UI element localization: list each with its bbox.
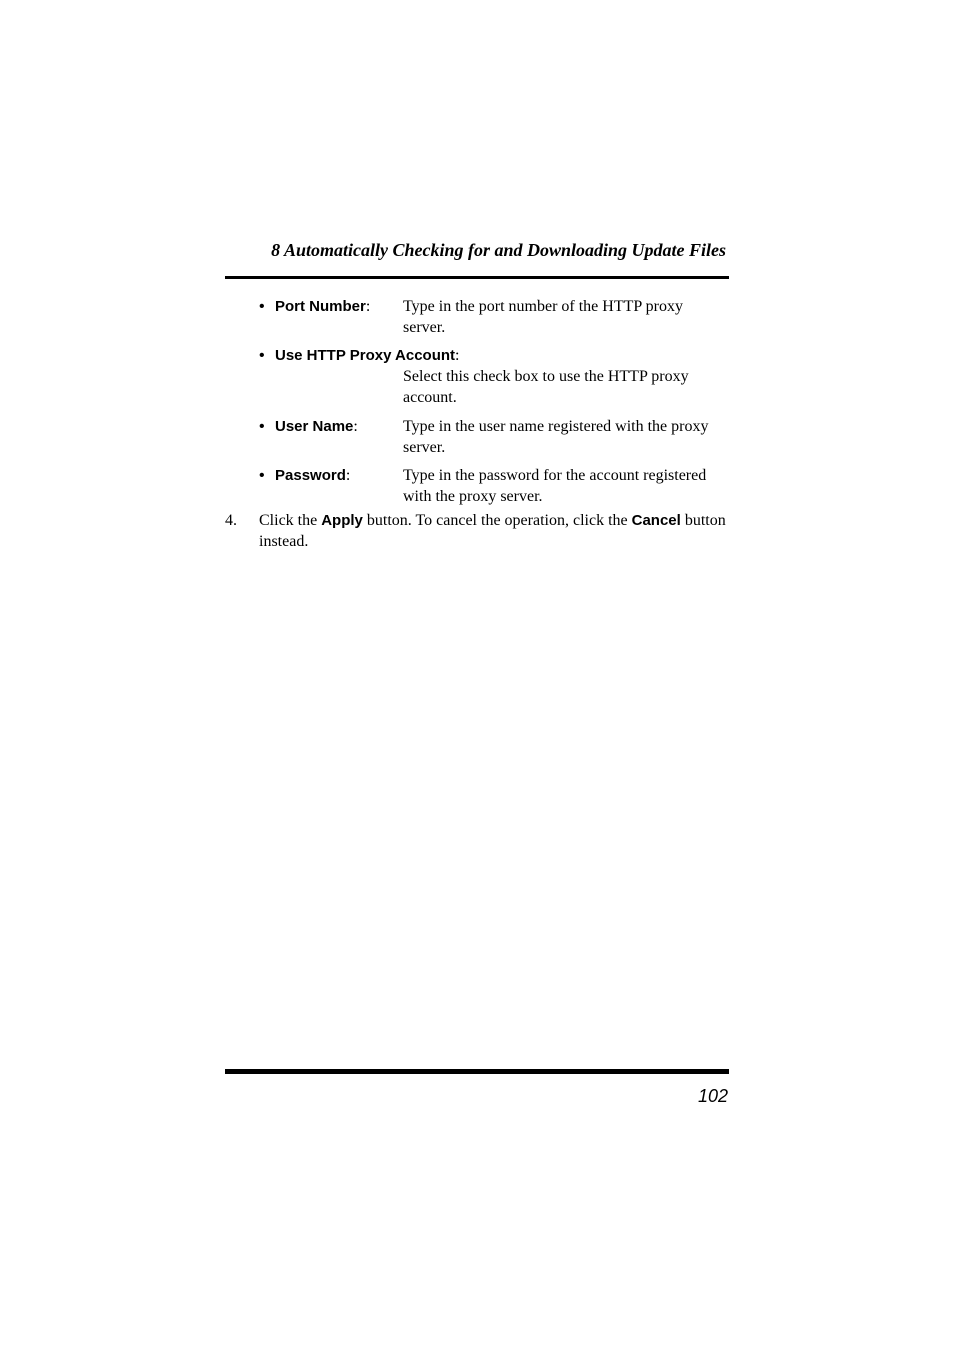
bullet: •: [259, 347, 265, 364]
header-rule: [225, 276, 729, 279]
desc-password: Type in the password for the account registered with the proxy server.: [403, 467, 707, 505]
header-title: 8 Automatically Checking for and Downloading Update Files: [271, 240, 726, 260]
step-number: 4.: [225, 512, 237, 529]
bullet: •: [259, 298, 265, 315]
term-use-http-proxy-account: Use HTTP Proxy Account:: [275, 347, 460, 364]
footer-rule: [225, 1069, 729, 1074]
page-number: 102: [697, 1086, 728, 1106]
bullet: •: [259, 418, 265, 435]
step-text: Click the Apply button. To cancel the operation, click the Cancel button instead.: [259, 512, 726, 550]
cancel-label: Cancel: [631, 512, 681, 529]
bullet: •: [259, 467, 265, 484]
apply-label: Apply: [321, 512, 363, 529]
desc-port-number: Type in the port number of the HTTP proxy server.: [403, 298, 684, 336]
term-password: Password:: [275, 467, 351, 484]
desc-use-http-proxy-account: Select this check box to use the HTTP proxy account.: [403, 368, 689, 406]
term-user-name: User Name:: [275, 418, 358, 435]
term-port-number: Port Number:: [275, 298, 371, 315]
desc-user-name: Type in the user name registered with the proxy server.: [403, 418, 709, 456]
